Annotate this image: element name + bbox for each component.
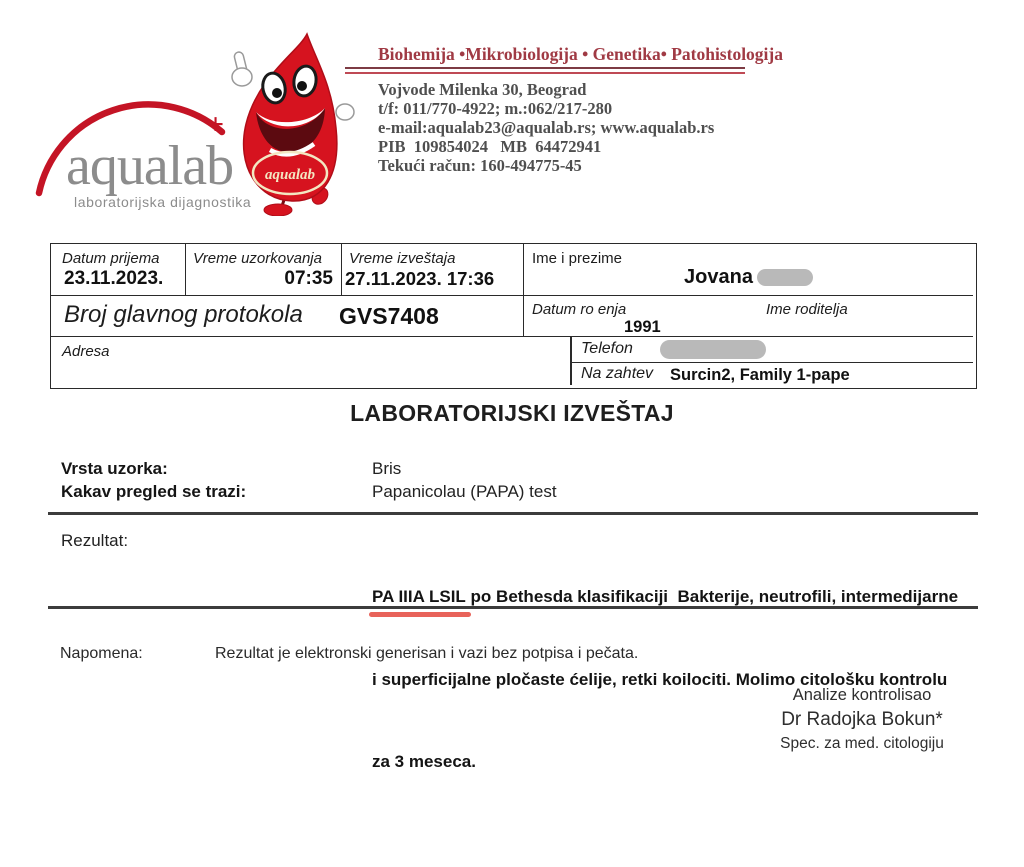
report-title: LABORATORIJSKI IZVEŠTAJ bbox=[350, 400, 674, 426]
rezultat-highlight: PA IIIA LSIL bbox=[372, 583, 466, 611]
brand-tagline: laboratorijska dijagnostika bbox=[74, 194, 252, 210]
mascot-blood-drop-icon bbox=[228, 24, 360, 216]
datum-rodjenja-label: Datum ro enja bbox=[532, 301, 627, 318]
ime-prezime-value: Jovana bbox=[684, 266, 753, 288]
ime-roditelja-label: Ime roditelja bbox=[766, 301, 848, 318]
vreme-uzorkovanja-value: 07:35 bbox=[284, 268, 333, 289]
rezultat-line-3: za 3 meseca. bbox=[372, 752, 476, 771]
signature-specialty: Spec. za med. citologiju bbox=[780, 735, 944, 752]
contact-pib-mb: PIB 109854024 MB 64472941 bbox=[378, 137, 602, 156]
specialties-line: Biohemija •Mikrobiologija • Genetika• Patohistologija bbox=[378, 44, 783, 64]
red-double-rule bbox=[345, 67, 745, 74]
cell-datum-rodjenja bbox=[524, 296, 973, 337]
napomena-text: Rezultat je elektronski generisan i vazi bez potpisa i pečata. bbox=[215, 645, 639, 662]
vreme-izvestaja-label: Vreme izveštaja bbox=[349, 250, 456, 267]
cell-telefon bbox=[571, 337, 973, 363]
mascot-label: aqualab bbox=[264, 167, 316, 183]
vrsta-uzorka-value: Bris bbox=[372, 459, 402, 478]
cell-ime-prezime bbox=[524, 244, 973, 296]
cell-vreme-izvestaja bbox=[342, 244, 524, 296]
contact-email-web: e-mail:aqualab23@aqualab.rs; www.aqualab.rs bbox=[378, 118, 715, 137]
cell-protokol bbox=[51, 296, 524, 337]
datum-prijema-label: Datum prijema bbox=[62, 250, 160, 267]
na-zahtev-label: Na zahtev bbox=[581, 365, 654, 382]
vrsta-uzorka-label: Vrsta uzorka: bbox=[61, 459, 168, 478]
vreme-uzorkovanja-label: Vreme uzorkovanja bbox=[193, 250, 322, 267]
datum-prijema-value: 23.11.2023. bbox=[64, 268, 164, 289]
adresa-label: Adresa bbox=[62, 343, 110, 360]
protokol-value: GVS7408 bbox=[339, 303, 439, 329]
signature-role: Analize kontrolisao bbox=[792, 686, 932, 704]
contact-phones: t/f: 011/770-4922; m.:062/217-280 bbox=[378, 99, 613, 118]
brand-plus-icon: + bbox=[207, 108, 225, 141]
vreme-izvestaja-value: 27.11.2023. 17:36 bbox=[345, 268, 495, 289]
brand-wordmark: aqualab bbox=[66, 135, 234, 197]
rezultat-line-1-rest: po Bethesda klasifikaciji Bakterije, neutrofili, intermedijarne bbox=[465, 587, 959, 606]
protokol-label: Broj glavnog protokola bbox=[64, 301, 303, 328]
redaction-name bbox=[757, 269, 813, 286]
pregled-label: Kakav pregled se trazi: bbox=[61, 482, 247, 501]
cell-adresa bbox=[51, 337, 571, 385]
napomena-label: Napomena: bbox=[60, 645, 143, 662]
datum-rodjenja-value: 1991 bbox=[624, 318, 661, 336]
patient-info-table bbox=[50, 243, 977, 389]
cell-vreme-uzorkovanja bbox=[186, 244, 342, 296]
cell-datum-prijema bbox=[51, 244, 186, 296]
separator-bottom bbox=[48, 606, 978, 609]
contact-address: Vojvode Milenka 30, Beograd bbox=[378, 80, 587, 99]
signature-block bbox=[757, 686, 967, 753]
signature-doctor-name: Dr Radojka Bokun* bbox=[781, 709, 943, 730]
pregled-value: Papanicolau (PAPA) test bbox=[372, 482, 557, 501]
contact-account: Tekući račun: 160-494775-45 bbox=[378, 156, 582, 175]
rezultat-text bbox=[372, 528, 958, 831]
telefon-label: Telefon bbox=[581, 340, 633, 357]
separator-top bbox=[48, 512, 978, 515]
ime-prezime-label: Ime i prezime bbox=[532, 250, 623, 267]
redaction-phone bbox=[660, 340, 766, 359]
cell-na-zahtev bbox=[571, 363, 973, 385]
rezultat-line-2: i superficijalne pločaste ćelije, retki koilociti. Molimo citološku kontrolu bbox=[372, 669, 948, 689]
rezultat-label: Rezultat: bbox=[61, 531, 129, 550]
na-zahtev-value: Surcin2, Family 1-pape bbox=[670, 366, 850, 384]
